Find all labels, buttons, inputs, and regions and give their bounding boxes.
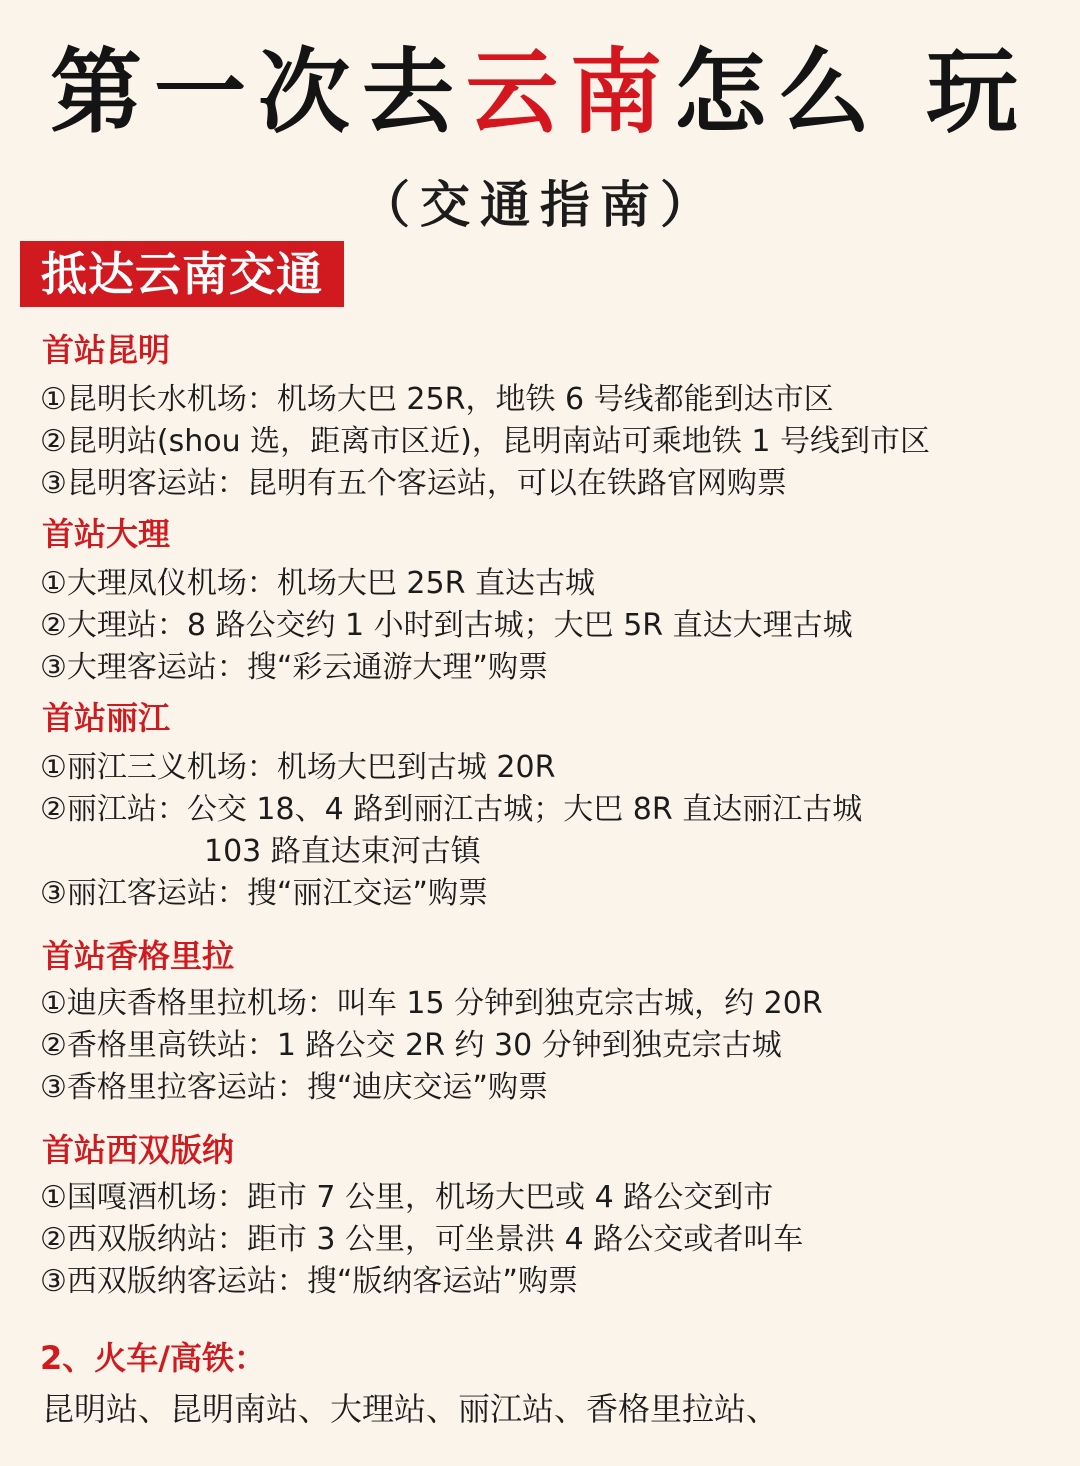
- section-heading-kunming: 首站昆明: [42, 331, 171, 369]
- shangri-la-line-1: ①迪庆香格里拉机场：叫车 15 分钟到独克宗古城，约 20R: [40, 986, 823, 1021]
- xishuangbanna-line-1: ①国嘎酒机场：距市 7 公里，机场大巴或 4 路公交到市: [40, 1180, 774, 1215]
- xishuangbanna-line-3: ③西双版纳客运站：搜“版纳客运站”购票: [40, 1264, 578, 1299]
- dali-line-3: ③大理客运站：搜“彩云通游大理”购票: [40, 650, 548, 685]
- section-heading-lijiang: 首站丽江: [42, 699, 171, 737]
- xishuangbanna-line-2: ②西双版纳站：距市 3 公里，可坐景洪 4 路公交或者叫车: [40, 1222, 804, 1257]
- page-subtitle: （交通指南）: [360, 176, 720, 234]
- train-stations-text: 昆明站、昆明南站、大理站、丽江站、香格里拉站、: [42, 1390, 779, 1428]
- kunming-line-3: ③昆明客运站：昆明有五个客运站，可以在铁路官网购票: [40, 466, 787, 501]
- page-title: [0, 38, 1080, 148]
- kunming-line-2: ②昆明站(shou 选，距离市区近)，昆明南站可乘地铁 1 号线到市区: [40, 424, 931, 459]
- section-2-heading: 2、火车/高铁：: [40, 1339, 266, 1377]
- title-part-1: 第一次去: [49, 39, 466, 146]
- section-heading-dali: 首站大理: [42, 515, 171, 553]
- section-heading-xishuangbanna: 首站西双版纳: [42, 1131, 235, 1169]
- kunming-line-1: ①昆明长水机场：机场大巴 25R，地铁 6 号线都能到达市区: [40, 382, 834, 417]
- lijiang-line-2: ②丽江站：公交 18、4 路到丽江古城；大巴 8R 直达丽江古城: [40, 792, 863, 827]
- title-highlight: 云南: [465, 39, 674, 146]
- title-part-2: 怎么 玩: [674, 39, 1031, 146]
- shangri-la-line-2: ②香格里高铁站：1 路公交 2R 约 30 分钟到独克宗古城: [40, 1028, 782, 1063]
- section-banner: 抵达云南交通: [20, 241, 344, 307]
- dali-line-2: ②大理站：8 路公交约 1 小时到古城；大巴 5R 直达大理古城: [40, 608, 853, 643]
- section-heading-shangri-la: 首站香格里拉: [42, 937, 235, 975]
- lijiang-line-2-continued: 103 路直达束河古镇: [204, 834, 481, 869]
- lijiang-line-1: ①丽江三义机场：机场大巴到古城 20R: [40, 750, 556, 785]
- shangri-la-line-3: ③香格里拉客运站：搜“迪庆交运”购票: [40, 1070, 548, 1105]
- lijiang-line-3: ③丽江客运站：搜“丽江交运”购票: [40, 876, 488, 911]
- dali-line-1: ①大理凤仪机场：机场大巴 25R 直达古城: [40, 566, 595, 601]
